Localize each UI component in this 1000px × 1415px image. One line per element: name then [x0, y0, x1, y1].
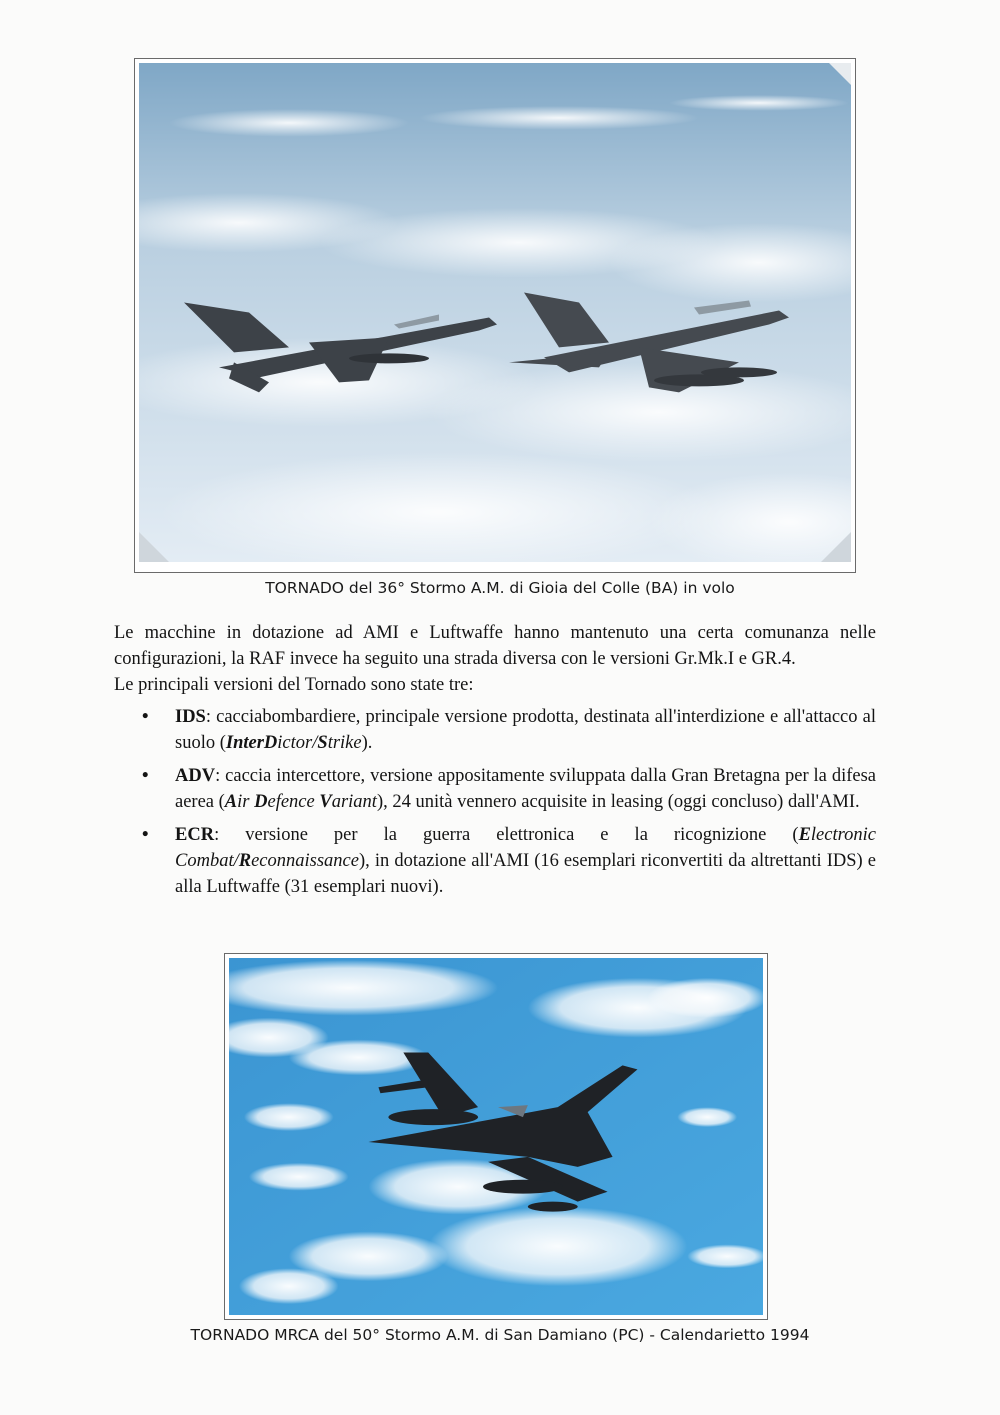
- version-description-end: ), in dotazione all'AMI (16 esemplari riconvertiti da altrettanti IDS) e alla Luftwaffe (31 esemplari nuovi).: [175, 851, 876, 897]
- photo-tornado-36-stormo-image: [139, 63, 851, 562]
- intro-text: Le macchine in dotazione ad AMI e Luftwaffe hanno mantenuto una certa comunanza nelle configurazioni, la RAF invece ha seguito una strada diversa con le versioni Gr.Mk.I e GR.4.: [114, 623, 876, 669]
- bullet-icon: •: [142, 766, 149, 786]
- photo-caption-mrca: TORNADO MRCA del 50° Stormo A.M. di San Damiano (PC) - Calendarietto 1994: [190, 1326, 810, 1344]
- version-description: : versione per la guerra elettronica e la ricognizione (: [214, 825, 799, 845]
- photo-tornado-36-stormo: [134, 58, 856, 573]
- list-item-ids: [114, 704, 876, 756]
- list-item-ecr: [114, 822, 876, 900]
- version-acronym: Electronic Combat/Reconnaissance: [175, 825, 876, 871]
- version-acronym: Air Defence Variant: [224, 792, 377, 812]
- intro-paragraph: [114, 620, 876, 698]
- version-description: : caccia intercettore, versione appositamente sviluppata dalla Gran Bretagna per la difesa aerea (: [175, 766, 876, 812]
- versions-list: [114, 704, 876, 907]
- version-description-end: ).: [361, 733, 373, 753]
- version-term: IDS: [175, 707, 206, 727]
- photo-tornado-mrca-image: [229, 958, 763, 1315]
- photo-caption-36-stormo: TORNADO del 36° Stormo A.M. di Gioia del Colle (BA) in volo: [265, 579, 735, 597]
- intro-lead-in: Le principali versioni del Tornado sono state tre:: [114, 675, 474, 695]
- list-item-adv: [114, 763, 876, 815]
- version-description-end: ), 24 unità vennero acquisite in leasing (oggi concluso) dall'AMI.: [376, 792, 860, 812]
- bullet-icon: •: [142, 707, 149, 727]
- bullet-icon: •: [142, 825, 149, 845]
- version-term: ECR: [175, 825, 215, 845]
- version-description: : cacciabombardiere, principale versione prodotta, destinata all'interdizione e all'attacco al suolo (: [175, 707, 876, 753]
- photo-tornado-mrca-50-stormo: [224, 953, 768, 1320]
- version-acronym: InterDictor/Strike: [225, 733, 362, 753]
- version-term: ADV: [175, 766, 216, 786]
